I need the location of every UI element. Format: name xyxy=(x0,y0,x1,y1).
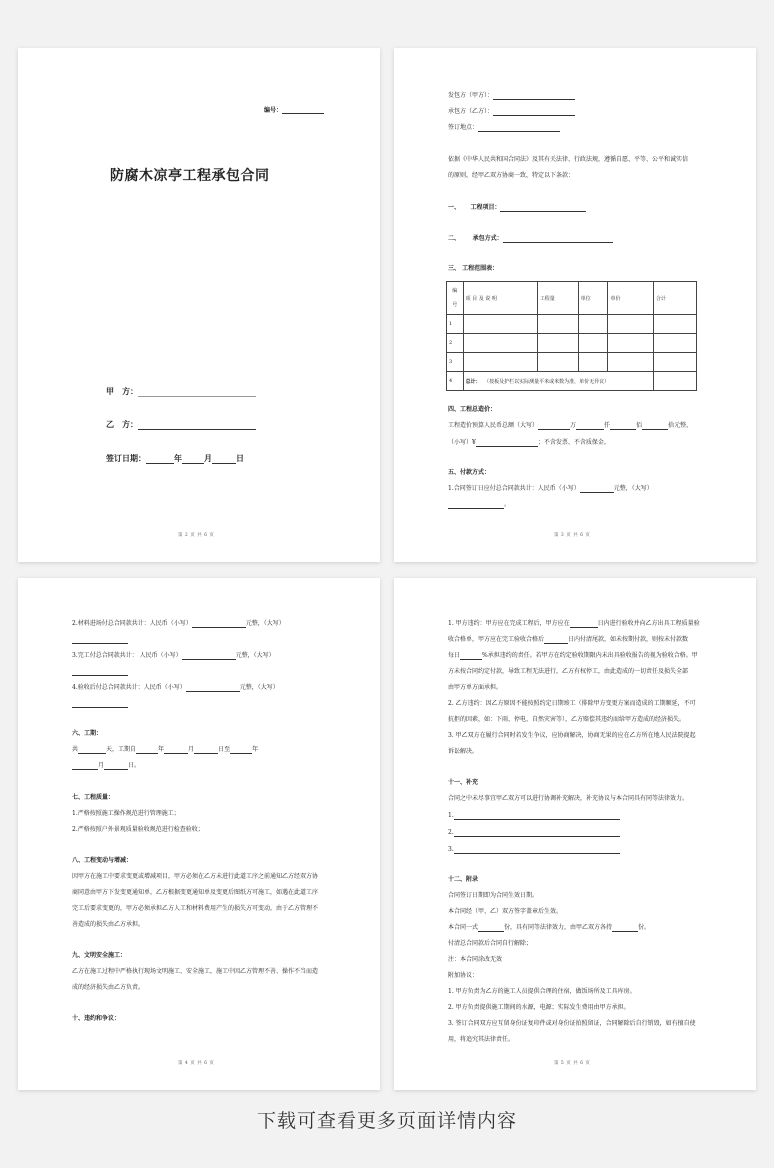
appendix-9: 3. 签订合同双方应互留身份证复印件或对身份证拍照留证，合同解除后自行销毁，如有擅自使 xyxy=(448,1020,696,1027)
change-p3: 完工后要求变更的，甲方必须承担乙方人工和材料费用产生的损失方可变动，由于乙方管理不 xyxy=(72,905,319,912)
change-p4: 善造成的损失由乙方承担。 xyxy=(72,921,145,928)
breach-l6: 2. 乙方违约：因乙方原因不能按照约定日期竣工（排除甲方变更方案而造成的工期顺延，不可 xyxy=(448,700,696,707)
safety-p1: 乙方在施工过程中严格执行现场文明施工、安全施工，施工中因乙方管理不善、操作不当而造 xyxy=(72,968,319,975)
supplement-3: 3. xyxy=(448,846,620,854)
header-number: 编 号 xyxy=(447,282,464,315)
row-number: 1 xyxy=(447,315,464,334)
section-11: 十一、补充 xyxy=(448,779,479,786)
download-caption[interactable]: 下载可查看更多页面详情内容 xyxy=(256,1110,517,1132)
payment-4-line: 4.验收后付总合同款共计：人民币（小写） 元整，（大写） xyxy=(72,684,279,691)
party-b-line: 乙 方： xyxy=(106,419,256,430)
table-row xyxy=(447,334,697,353)
section-1: 一、 工程项目： xyxy=(448,204,586,212)
table-header-row xyxy=(447,282,697,315)
breach-l9: 诉讼解决。 xyxy=(448,748,479,755)
table-row xyxy=(447,315,697,334)
header-unit: 单位 xyxy=(578,282,608,315)
page-4 xyxy=(394,578,756,1090)
section-3: 三、 工程范围表： xyxy=(448,265,499,272)
payment-3-blank xyxy=(72,668,128,676)
intro-line-2: 的原则，经甲乙双方协商一致，特定以下条款： xyxy=(448,172,575,179)
appendix-5: 注：本合同涂改无效 xyxy=(448,956,503,963)
total-cell: 总计： （按板及护栏以实际测量平米或米数为准，单价无异议） xyxy=(463,372,653,391)
breach-l8: 3. 甲乙双方在履行合同时若发生争议，应协商解决，协商无果的应在乙方所在地人民法院提起 xyxy=(448,732,696,739)
section-5: 五、付款方式： xyxy=(448,469,491,476)
duration-line: 共 天，工期自 年 月 日至 年 xyxy=(72,746,259,753)
payment-3-line: 3.完工付总合同款共计： 人民币（小写） 元整，（大写） xyxy=(72,652,275,659)
party-a-line: 甲 方： xyxy=(106,386,256,397)
page-1 xyxy=(18,48,380,562)
breach-l7: 抗拒的因素，如：下雨、停电、自然灾害等），乙方赔偿其违约而给甲方造成的经济损失。 xyxy=(448,716,686,723)
appendix-4: 付清总合同款后合同自行解除； xyxy=(448,940,533,947)
appendix-2: 本合同经（甲、乙）双方签字盖章后生效。 xyxy=(448,908,563,915)
page-footer: 第 3 页 共 6 页 xyxy=(554,533,591,538)
total-price-line-1: 工程造价预算人民币总额（大写） 万 仟 佰 拾元整， xyxy=(448,422,693,429)
contractor-line: 承包方（乙方）： xyxy=(448,108,575,116)
duration-line-2: 月 日。 xyxy=(72,762,140,770)
breach-l4: 方未按合同约定付款，导致工程无法进行，乙方有权停工，由此造成的一切责任及损失全部 xyxy=(448,668,689,675)
employer-line: 发包方（甲方）： xyxy=(448,92,575,100)
supplement-para: 合同之中未尽事宜甲乙双方可以进行协调补充解决，补充协议与本合同具有同等法律效力。 xyxy=(448,795,689,802)
row-number: 2 xyxy=(447,334,464,353)
header-total: 合计 xyxy=(653,282,696,315)
intro-line-1: 依据《中华人民共和国合同法》及其有关法律、行政法规，遵循自愿、平等、公平和诚实信 xyxy=(448,156,689,163)
table-row xyxy=(447,353,697,372)
breach-l5: 由甲方单方面承担。 xyxy=(448,684,503,691)
section-9: 九、文明安全施工： xyxy=(72,952,127,959)
page-3 xyxy=(18,578,380,1090)
row-number: 4 xyxy=(447,372,464,391)
safety-p2: 成的经济损失由乙方负责。 xyxy=(72,984,145,991)
breach-l2: 收合格单，甲方应在完工验收合格后 日内付清尾款，如未按期付款，则按未付款数 xyxy=(448,636,689,643)
sign-date-line: 签订日期： 年 月 日 xyxy=(106,454,244,463)
payment-2-blank xyxy=(72,636,128,644)
payment-4-blank xyxy=(72,700,128,708)
page-footer: 第 4 页 共 6 页 xyxy=(178,1061,215,1066)
supplement-2: 2. xyxy=(448,829,620,837)
page-2 xyxy=(394,48,756,562)
appendix-10: 用，将追究其法律责任。 xyxy=(448,1036,515,1043)
section-7: 七、工程质量： xyxy=(72,794,115,801)
row-number: 3 xyxy=(447,353,464,372)
appendix-8: 2. 甲方负责提供施工期间的水源，电源；实际发生费用由甲方承担。 xyxy=(448,1004,630,1011)
page-footer: 第 5 页 共 6 页 xyxy=(554,1061,591,1066)
section-12: 十二、附录 xyxy=(448,876,479,883)
quality-1: 1.严格按照施工操作规范进行管理施工； xyxy=(72,810,180,817)
appendix-6: 附加协议： xyxy=(448,972,479,979)
section-8: 八、工程变动与增减： xyxy=(72,857,133,864)
section-4: 四、工程总造价： xyxy=(448,406,497,413)
header-quantity: 工程量 xyxy=(537,282,578,315)
total-price-line-2: （小写）¥ ；不含发票、不含质保金。 xyxy=(448,439,610,446)
breach-l1: 1. 甲方违约：甲方应在完成工程后，甲方应在 日内进行验收并向乙方出具工程质量验 xyxy=(448,620,700,627)
section-2: 二、 承包方式： xyxy=(448,235,613,243)
scope-table xyxy=(446,281,697,391)
header-item: 项 目 及 说 明 xyxy=(463,282,537,315)
payment-line-2: 。 xyxy=(448,501,510,509)
change-p1: 因甲方在施工中要求变更或增减项目，甲方必须在乙方未进行此道工序之前通知乙方经双方协 xyxy=(72,873,319,880)
payment-line-1: 1.合同签订日应付总合同款共计：人民币（小写） 元整，（大写） xyxy=(448,485,653,492)
header-price: 单价 xyxy=(608,282,653,315)
appendix-7: 1. 甲方负责为乙方的施工人员提供合理的住宿，做饭场所及工具库房。 xyxy=(448,988,636,995)
appendix-1: 合同签订日期即为合同生效日期。 xyxy=(448,892,539,899)
table-total-row xyxy=(447,372,697,391)
supplement-1: 1. xyxy=(448,812,620,820)
appendix-3: 本合同一式 份，具有同等法律效力，由甲乙双方各持 份。 xyxy=(448,924,651,931)
sign-place-line: 签订地点： xyxy=(448,124,560,132)
section-6: 六、工期： xyxy=(72,730,103,737)
change-p2: 商同意由甲方下发变更通知单，乙方根据变更通知单及变更后图纸方可施工，如遇在此道工序 xyxy=(72,889,319,896)
contract-title: 防腐木凉亭工程承包合同 xyxy=(110,168,270,184)
contract-number-label: 编号： xyxy=(264,105,324,114)
payment-2-line: 2.材料进场付总合同款共计：人民币（小写） 元整，（大写） xyxy=(72,620,285,627)
breach-l3: 每日 %承担违约的责任。若甲方在约定验收期限内未出具验收报告的视为验收合格。甲 xyxy=(448,652,698,659)
section-10: 十、违约和争议： xyxy=(72,1015,121,1022)
page-footer: 第 2 页 共 6 页 xyxy=(178,533,215,538)
quality-2: 2.严格按照户外景观质量验收规范进行检查验收； xyxy=(72,826,204,833)
